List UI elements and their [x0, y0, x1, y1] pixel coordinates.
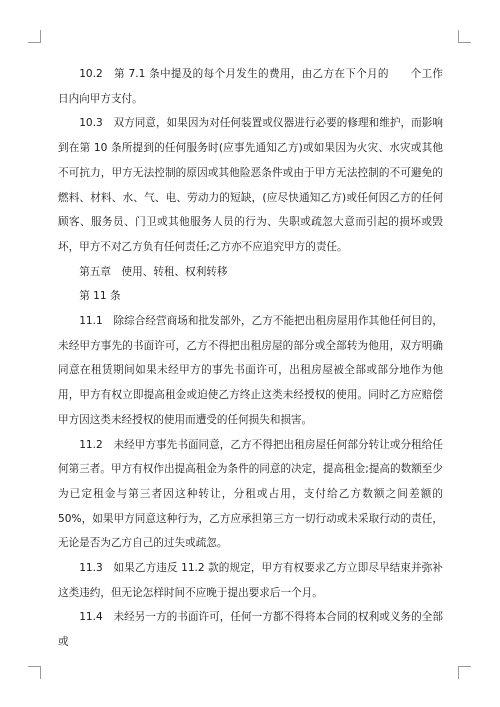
clause-11-4: 11.4 未经另一方的书面许可，任何一方都不得将本合同的权利或义务的全部或: [58, 611, 443, 649]
chapter-heading: 第五章 使用、转租、权利转移: [79, 265, 228, 278]
document-body: [58, 62, 443, 655]
clause-11-1: 11.1 除综合经营商场和批发部外，乙方不能把出租房屋用作其他任何目的，未经甲方事先的书面许可，乙方不得把出租房屋的部分或全部转为他用，双方明确同意在租赁期间如果未经甲方的事先书面许可，出租房屋被全部或部分地作为他用，甲方有权立即提高租金或迫使乙方终止这类未经授权的使用。同时乙方应赔偿甲方因这类未经授权的使用而遭受的任何损失和损害。: [58, 315, 443, 426]
clause-11-2: 11.2 未经甲方事先书面同意，乙方不得把出租房屋任何部分转让或分租给任何第三者。甲方有权作出提高租金为条件的同意的决定，提高租金;提高的数额至少为已定租金与第三者因这种转让，分租或占用，支付给乙方数额之间差额的 50%，如果甲方同意这种行为，乙方应承担第三方一切行动或未采取行动的责任，无论是否为乙方自己的过失或疏忽。: [58, 438, 443, 550]
corner-mark-top-right: [458, 30, 471, 43]
corner-mark-bottom-left: [28, 666, 41, 679]
clause-10-2: 10.2 第 7.1 条中提及的每个月发生的费用，由乙方在下个月的 个工作日内向甲方支付。: [58, 68, 443, 105]
clause-10-3: 10.3 双方同意，如果因为对任何装置或仪器进行必要的修理和维护，而影响到在第 10 条所提到的任何服务时(应事先通知乙方)或如果因为火灾、水灾或其他不可抗力，甲方无法控制的原因或其他险恶条件或由于甲方无法控制的不可避免的燃料、材料、水、气、电、劳动力的短缺，(应尽快通知乙方)或任何因乙方的任何顾客、服务员、门卫或其他服务人员的行为、失职或疏忽大意而引起的损坏或毁坏，甲方不对乙方负有任何责任;乙方亦不应追究甲方的责任。: [58, 117, 443, 253]
article-heading: 第 11 条: [79, 290, 121, 303]
corner-mark-bottom-right: [458, 666, 471, 679]
corner-mark-top-left: [28, 30, 41, 43]
clause-11-3: 11.3 如果乙方违反 11.2 款的规定，甲方有权要求乙方立即尽早结束并弥补这类违约，但无论怎样时间不应晚于提出要求后一个月。: [58, 562, 443, 599]
